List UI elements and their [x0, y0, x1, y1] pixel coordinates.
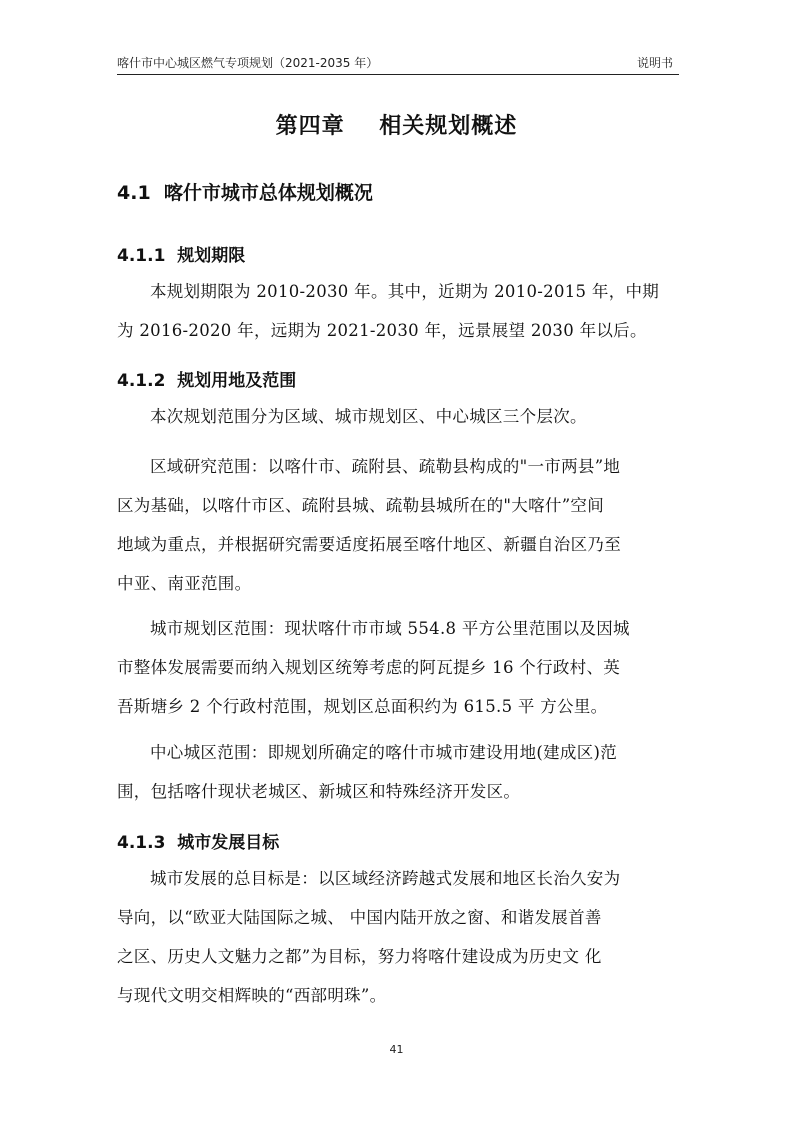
- paragraph-line: 为 2016-2020 年，远期为 2021-2030 年，远景展望 2030 年以后。: [117, 321, 647, 340]
- paragraph-line: 地域为重点，并根据研究需要适度拓展至喀什地区、新疆自治区乃至: [117, 535, 621, 554]
- paragraph-line: 区为基础，以喀什市区、疏附县城、疏勒县城所在的"大喀什”空间: [117, 496, 605, 515]
- paragraph-line: 城市发展的总目标是：以区域经济跨越式发展和地区长治久安为: [150, 869, 621, 888]
- paragraph-line: 中心城区范围：即规划所确定的喀什市城市建设用地(建成区)范: [150, 743, 618, 762]
- section-4-1-heading: 4.1 喀什市城市总体规划概况: [117, 182, 373, 204]
- paragraph-line: 本规划期限为 2010-2030 年。其中，近期为 2010-2015 年，中期: [150, 282, 660, 301]
- page-header: [117, 52, 679, 75]
- section-4-1-1-heading: 4.1.1 规划期限: [117, 246, 246, 266]
- paragraph-line: 市整体发展需要而纳入规划区统筹考虑的阿瓦提乡 16 个行政村、英: [117, 658, 621, 677]
- page-number: 41: [389, 1043, 404, 1056]
- section-4-1-3-heading: 4.1.3 城市发展目标: [117, 833, 280, 853]
- paragraph-line: 导向，以“欧亚大陆国际之城、 中国内陆开放之窗、和谐发展首善: [117, 908, 602, 927]
- paragraph-line: 城市规划区范围：现状喀什市市域 554.8 平方公里范围以及因城: [150, 619, 630, 638]
- paragraph-line: 与现代文明交相辉映的“西部明珠”。: [117, 986, 387, 1005]
- section-4-1-2-heading: 4.1.2 规划用地及范围: [117, 371, 297, 391]
- paragraph-development-goals: [117, 859, 683, 1015]
- chapter-title: 第四章 相关规划概述: [275, 114, 518, 139]
- paragraph-planning-levels: [117, 397, 683, 436]
- paragraph-line: 本次规划范围分为区域、城市规划区、中心城区三个层次。: [150, 407, 587, 426]
- paragraph-central-urban-area: [117, 733, 683, 811]
- paragraph-line: 围，包括喀什现状老城区、新城区和特殊经济开发区。: [117, 782, 521, 801]
- header-section-label: 说明书: [636, 56, 673, 70]
- paragraph-regional-scope: [117, 447, 683, 603]
- paragraph-planning-period: [117, 272, 683, 350]
- paragraph-line: 中亚、南亚范围。: [117, 574, 252, 593]
- paragraph-line: 区域研究范围：以喀什市、疏附县、疏勒县构成的"一市两县”地: [150, 457, 621, 476]
- header-document-title: 喀什市中心城区燃气专项规划（2021-2035 年）: [117, 56, 379, 70]
- paragraph-urban-planning-area: [117, 609, 683, 726]
- paragraph-line: 之区、历史人文魅力之都”为目标，努力将喀什建设成为历史文 化: [117, 947, 602, 966]
- paragraph-line: 吾斯塘乡 2 个行政村范围，规划区总面积约为 615.5 平 方公里。: [117, 697, 608, 716]
